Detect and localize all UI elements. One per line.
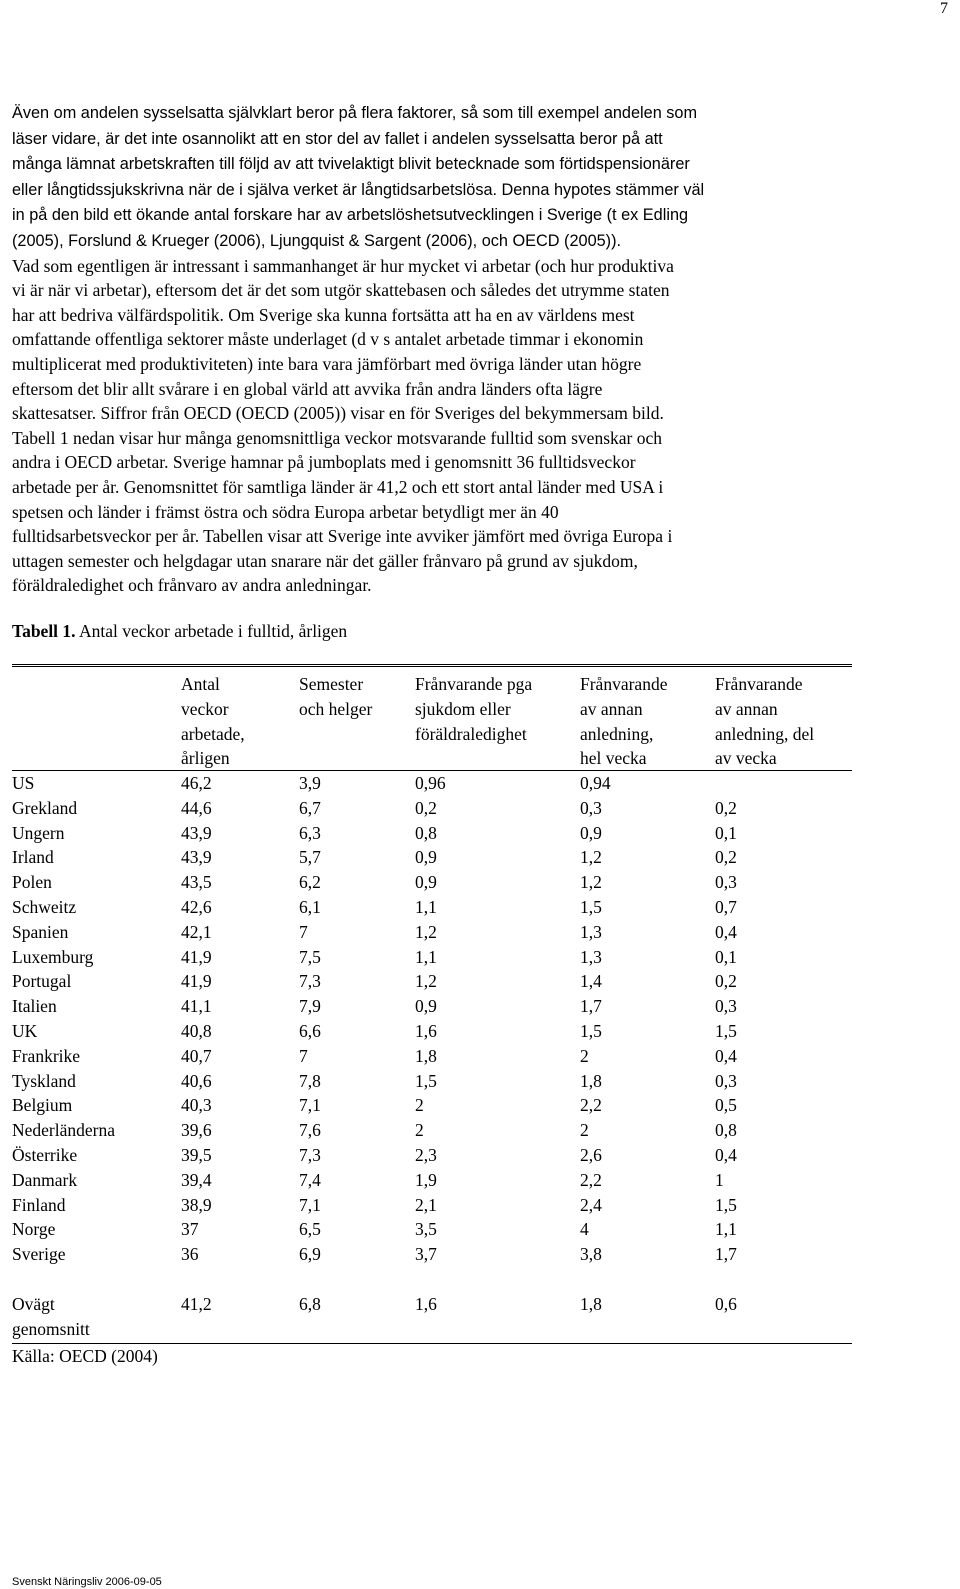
table-cell: 1,1 <box>415 946 437 967</box>
table-cell: 7,3 <box>299 1145 321 1165</box>
table-cell: 1,6 <box>415 1021 437 1041</box>
table-cell: 3,9 <box>299 773 321 793</box>
table-cell: 42,1 <box>181 921 212 942</box>
paragraph-line <box>12 303 847 328</box>
paragraph-line-text: omfattande offentliga sektorer måste underlaget (d v s antalet arbetade timmar i ekonomin <box>12 329 644 350</box>
table-cell: 0,4 <box>715 1145 737 1165</box>
table-cell: 39,4 <box>181 1169 212 1190</box>
table-cell: 7 <box>299 1045 308 1066</box>
page-footer: Svenskt Näringsliv 2006-09-05 <box>12 1576 162 1588</box>
table-cell: 7,1 <box>299 1194 321 1215</box>
table-cell: 0,2 <box>715 847 737 868</box>
table-cell: 7,3 <box>299 971 321 992</box>
paragraph-line-text: in på den bild ett ökande antal forskare har av arbetslöshetsutvecklingen i Sverige (t ex Edling <box>12 206 689 225</box>
table-cell: 3,5 <box>415 1219 437 1240</box>
table-cell: 46,2 <box>181 773 212 793</box>
table-row-country: Ungern <box>12 822 65 843</box>
table-row-country: Portugal <box>12 971 72 992</box>
table-cell: 0,2 <box>715 971 737 992</box>
table-cell: 1,6 <box>415 1293 437 1314</box>
table-caption-label: Tabell 1. <box>12 621 76 641</box>
table-header-cell: Antal veckor arbetade, årligen <box>181 674 245 769</box>
paragraph-line-text: (2005), Forslund & Krueger (2006), Ljungquist & Sargent (2006), och OECD (2005)). <box>12 231 622 250</box>
table-row <box>12 1217 852 1242</box>
table-cell: 43,9 <box>181 847 212 868</box>
paragraph-line <box>12 549 847 574</box>
paragraph-line <box>12 228 847 254</box>
table-cell: 7,6 <box>299 1120 321 1141</box>
table-row-country: UK <box>12 1021 38 1041</box>
table-cell: 1,5 <box>715 1194 737 1215</box>
table-row <box>12 969 852 994</box>
table-row <box>12 920 852 945</box>
table-row-country: Danmark <box>12 1169 78 1190</box>
table-cell: 0,94 <box>580 773 611 793</box>
table-row-country: Luxemburg <box>12 946 94 967</box>
table-cell: 2,2 <box>580 1169 602 1190</box>
table-cell: 7 <box>299 921 308 942</box>
table-average-label: Ovägt genomsnitt <box>12 1293 90 1339</box>
table-cell: 6,3 <box>299 822 321 843</box>
table-cell: 2,2 <box>580 1095 602 1116</box>
table-row <box>12 1118 852 1143</box>
table-cell: 6,6 <box>299 1021 321 1041</box>
paragraph-line-text: andra i OECD arbetar. Sverige hamnar på jumboplats med i genomsnitt 36 fulltidsveckor <box>12 452 636 473</box>
paragraph-line <box>12 401 847 426</box>
paragraph-line-text: arbetade per år. <box>12 476 120 497</box>
table-row-country: Irland <box>12 847 54 868</box>
table-cell: 1,5 <box>715 1021 737 1041</box>
paragraph-line-text: fulltidsarbetsveckor per år. Tabellen visar att Sverige inte avviker jämfört med övriga Europa i <box>12 526 673 547</box>
table-cell: 1,1 <box>415 897 437 917</box>
table-cell: 44,6 <box>181 797 212 818</box>
table-cell: 0,9 <box>415 996 437 1017</box>
table-cell: 41,1 <box>181 996 212 1017</box>
table-cell: 2,4 <box>580 1194 602 1215</box>
table-row-country: Grekland <box>12 797 78 818</box>
table-cell: 0,3 <box>715 996 737 1017</box>
table-row <box>12 821 852 846</box>
paragraph-line <box>12 377 847 402</box>
paragraph-line <box>12 202 847 228</box>
paragraph-line <box>12 100 847 126</box>
table-cell: 2 <box>580 1120 589 1141</box>
table-row-country: Spanien <box>12 921 69 942</box>
table-cell: 1,9 <box>415 1169 437 1190</box>
table-row-country: US <box>12 773 35 793</box>
table-row <box>12 1069 852 1094</box>
table-top-rule <box>12 664 852 669</box>
table-cell: 0,3 <box>580 797 602 818</box>
table-cell: 0,5 <box>715 1095 737 1116</box>
paragraph-line <box>12 475 847 500</box>
table-cell: 40,7 <box>181 1045 212 1066</box>
table-cell: 0,3 <box>715 1070 737 1091</box>
table-cell: 42,6 <box>181 897 212 917</box>
table-cell: 0,3 <box>715 872 737 893</box>
table-cell: 40,6 <box>181 1070 212 1091</box>
paragraph-line-text: multiplicerat med produktiviteten) inte bara vara jämförbart med övriga länder utan högre <box>12 353 642 374</box>
table-cell: 7,4 <box>299 1169 321 1190</box>
table-source: Källa: OECD (2004) <box>12 1346 158 1366</box>
table-cell: 0,2 <box>415 797 437 818</box>
paragraph-line-text: Denna hypotes stämmer väl <box>501 180 705 199</box>
table-cell: 6,2 <box>299 872 321 893</box>
paragraph-line-text: vi är när vi arbetar), eftersom det är det som utgör skattebasen och således det utrymme staten <box>12 280 670 301</box>
table-row <box>12 796 852 821</box>
table-cell: 7,9 <box>299 996 321 1017</box>
table-cell: 1,2 <box>580 847 602 868</box>
table-cell: 1,3 <box>580 921 602 942</box>
table-cell: 0,2 <box>715 797 737 818</box>
table-cell: 39,6 <box>181 1120 212 1141</box>
table-cell: 2 <box>415 1120 424 1141</box>
table-cell: 1,5 <box>580 897 602 917</box>
table-cell: 6,7 <box>299 797 321 818</box>
table-row-country: Sverige <box>12 1244 66 1265</box>
table-row-country: Frankrike <box>12 1045 81 1066</box>
table-cell: 1,2 <box>415 921 437 942</box>
table-cell: 1,7 <box>715 1244 737 1265</box>
table-cell: 0,8 <box>415 822 437 843</box>
table-cell: 7,5 <box>299 946 321 967</box>
table-cell: 40,3 <box>181 1095 212 1116</box>
table-cell: 1,5 <box>415 1070 437 1091</box>
paragraph-line <box>12 500 847 525</box>
body-paragraph <box>12 100 847 598</box>
table-cell: 41,9 <box>181 946 212 967</box>
table-cell: 4 <box>580 1219 589 1240</box>
paragraph-line <box>12 450 847 475</box>
table-row <box>12 1093 852 1118</box>
table-average-row <box>12 1292 852 1342</box>
table-cell: 1,7 <box>580 996 602 1017</box>
table-header-cell: Frånvarande av annan anledning, del av vecka <box>715 674 815 769</box>
paragraph-line-text: många lämnat arbetskraften till följd av att tvivelaktigt blivit betecknade som förtidspensionärer <box>12 155 690 174</box>
table-cell: 40,8 <box>181 1021 212 1041</box>
table-cell: 37 <box>181 1219 199 1240</box>
table-cell: 0,9 <box>415 847 437 868</box>
table-row <box>12 895 852 920</box>
table-cell: 0,7 <box>715 897 737 917</box>
table-cell: 2,1 <box>415 1194 437 1215</box>
paragraph-line-text: Genomsnittet för samtliga länder är 41,2 och ett stort antal länder med USA i <box>123 476 664 497</box>
table-row-country: Nederländerna <box>12 1120 115 1141</box>
table-caption <box>12 620 347 642</box>
table-cell: 5,7 <box>299 847 321 868</box>
paragraph-line-text: eller långtidssjukskrivna när de i själva verket är långtidsarbetslösa. <box>12 180 498 199</box>
table-cell: 36 <box>181 1244 199 1265</box>
table-cell: 1,8 <box>580 1293 602 1314</box>
table-cell: 2,6 <box>580 1145 602 1165</box>
table-cell: 0,96 <box>415 773 446 793</box>
table-cell: 1,3 <box>580 946 602 967</box>
table-header-cell: Frånvarande av annan anledning, hel vecka <box>580 674 668 769</box>
paragraph-line-text: eftersom det blir allt svårare i en global värld att avvika från andra länders ofta lägre <box>12 378 603 399</box>
table-cell: 1,2 <box>580 872 602 893</box>
paragraph-line-text: Även om andelen sysselsatta självklart beror på flera faktorer, så som till exempel andelen som <box>12 104 698 122</box>
table-row <box>12 1143 852 1168</box>
table-row <box>12 1044 852 1069</box>
paragraph-line <box>12 524 847 549</box>
table-header-cell: Frånvarande pga sjukdom eller föräldraledighet <box>415 674 533 744</box>
table-cell: 1,2 <box>415 971 437 992</box>
page-number: 7 <box>940 0 948 17</box>
table-row-country: Belgium <box>12 1095 73 1116</box>
table-cell: 0,1 <box>715 946 737 967</box>
table-cell: 6,8 <box>299 1293 321 1314</box>
table-cell: 1,4 <box>580 971 602 992</box>
table-cell: 43,9 <box>181 822 212 843</box>
table-cell: 0,6 <box>715 1293 737 1314</box>
table-row <box>12 945 852 970</box>
table-row-country: Finland <box>12 1194 66 1215</box>
table-header-cell: Semester och helger <box>299 674 373 719</box>
paragraph-line <box>12 573 847 598</box>
table-cell: 1 <box>715 1169 724 1190</box>
table-cell: 7,1 <box>299 1095 321 1116</box>
table-cell: 1,8 <box>580 1070 602 1091</box>
table-cell: 0,9 <box>415 872 437 893</box>
table-cell: 1,8 <box>415 1045 437 1066</box>
table-row <box>12 994 852 1019</box>
paragraph-line-text: Tabell 1 nedan visar hur många genomsnittliga veckor motsvarande fulltid som svenskar och <box>12 427 662 448</box>
table-cell: 0,4 <box>715 921 737 942</box>
paragraph-line-text: föräldraledighet och frånvaro av andra anledningar. <box>12 575 372 596</box>
paragraph-line <box>12 126 847 152</box>
table-row-country: Norge <box>12 1219 56 1240</box>
paragraph-line <box>12 254 847 279</box>
table-row <box>12 845 852 870</box>
paragraph-line <box>12 426 847 451</box>
paragraph-line-text: Om Sverige ska kunna fortsätta att ha en av världens mest <box>228 304 635 325</box>
table-row-country: Italien <box>12 996 57 1017</box>
table-cell: 0,1 <box>715 822 737 843</box>
table-cell: 3,7 <box>415 1244 437 1265</box>
paragraph-line <box>12 327 847 352</box>
paragraph-line <box>12 278 847 303</box>
paragraph-line-text: läser vidare, är det inte osannolikt att en stor del av fallet i andelen sysselsatta beror på att <box>12 129 663 148</box>
table-cell: 38,9 <box>181 1194 212 1215</box>
table-cell: 41,9 <box>181 971 212 992</box>
table-row <box>12 1019 852 1044</box>
table-cell: 7,8 <box>299 1070 321 1091</box>
table-caption-text: Antal veckor arbetade i fulltid, årligen <box>75 621 348 641</box>
paragraph-line-text: Vad som egentligen är intressant i sammanhanget är hur mycket vi arbetar (och hur produktiva <box>12 255 674 276</box>
table-cell: 0,4 <box>715 1045 737 1066</box>
table-cell: 0,8 <box>715 1120 737 1141</box>
table-row-country: Schweitz <box>12 897 77 917</box>
table-cell: 6,9 <box>299 1244 321 1265</box>
paragraph-line <box>12 352 847 377</box>
table-cell: 43,5 <box>181 872 212 893</box>
table-cell: 1,5 <box>580 1021 602 1041</box>
table-cell: 3,8 <box>580 1244 602 1265</box>
paragraph-line <box>12 177 847 203</box>
table-cell: 6,1 <box>299 897 321 917</box>
paragraph-line-text: har att bedriva välfärdspolitik. <box>12 304 224 325</box>
table-row <box>12 1168 852 1193</box>
table-cell: 0,9 <box>580 822 602 843</box>
table-cell: 39,5 <box>181 1145 212 1165</box>
table-cell: 2,3 <box>415 1145 437 1165</box>
table-cell: 41,2 <box>181 1293 212 1314</box>
table-cell: 1,1 <box>715 1219 737 1240</box>
paragraph-line-text: skattesatser. Siffror från OECD (OECD (2005)) visar en för Sveriges del bekymmersam bild. <box>12 403 664 424</box>
paragraph-line <box>12 151 847 177</box>
table-row-country: Österrike <box>12 1145 78 1165</box>
table-cell: 2 <box>580 1045 589 1066</box>
paragraph-line-text: spetsen och länder i främst östra och södra Europa arbetar betydligt mer än 40 <box>12 501 559 522</box>
table-row <box>12 1193 852 1218</box>
table-row <box>12 870 852 895</box>
table-row <box>12 771 852 796</box>
table-row-country: Tyskland <box>12 1070 76 1091</box>
table-cell: 2 <box>415 1095 424 1116</box>
table-row-country: Polen <box>12 872 52 893</box>
table-row <box>12 1242 852 1267</box>
paragraph-line-text: uttagen semester och helgdagar utan snarare när det gäller frånvaro på grund av sjukdom, <box>12 550 638 571</box>
table-cell: 6,5 <box>299 1219 321 1240</box>
